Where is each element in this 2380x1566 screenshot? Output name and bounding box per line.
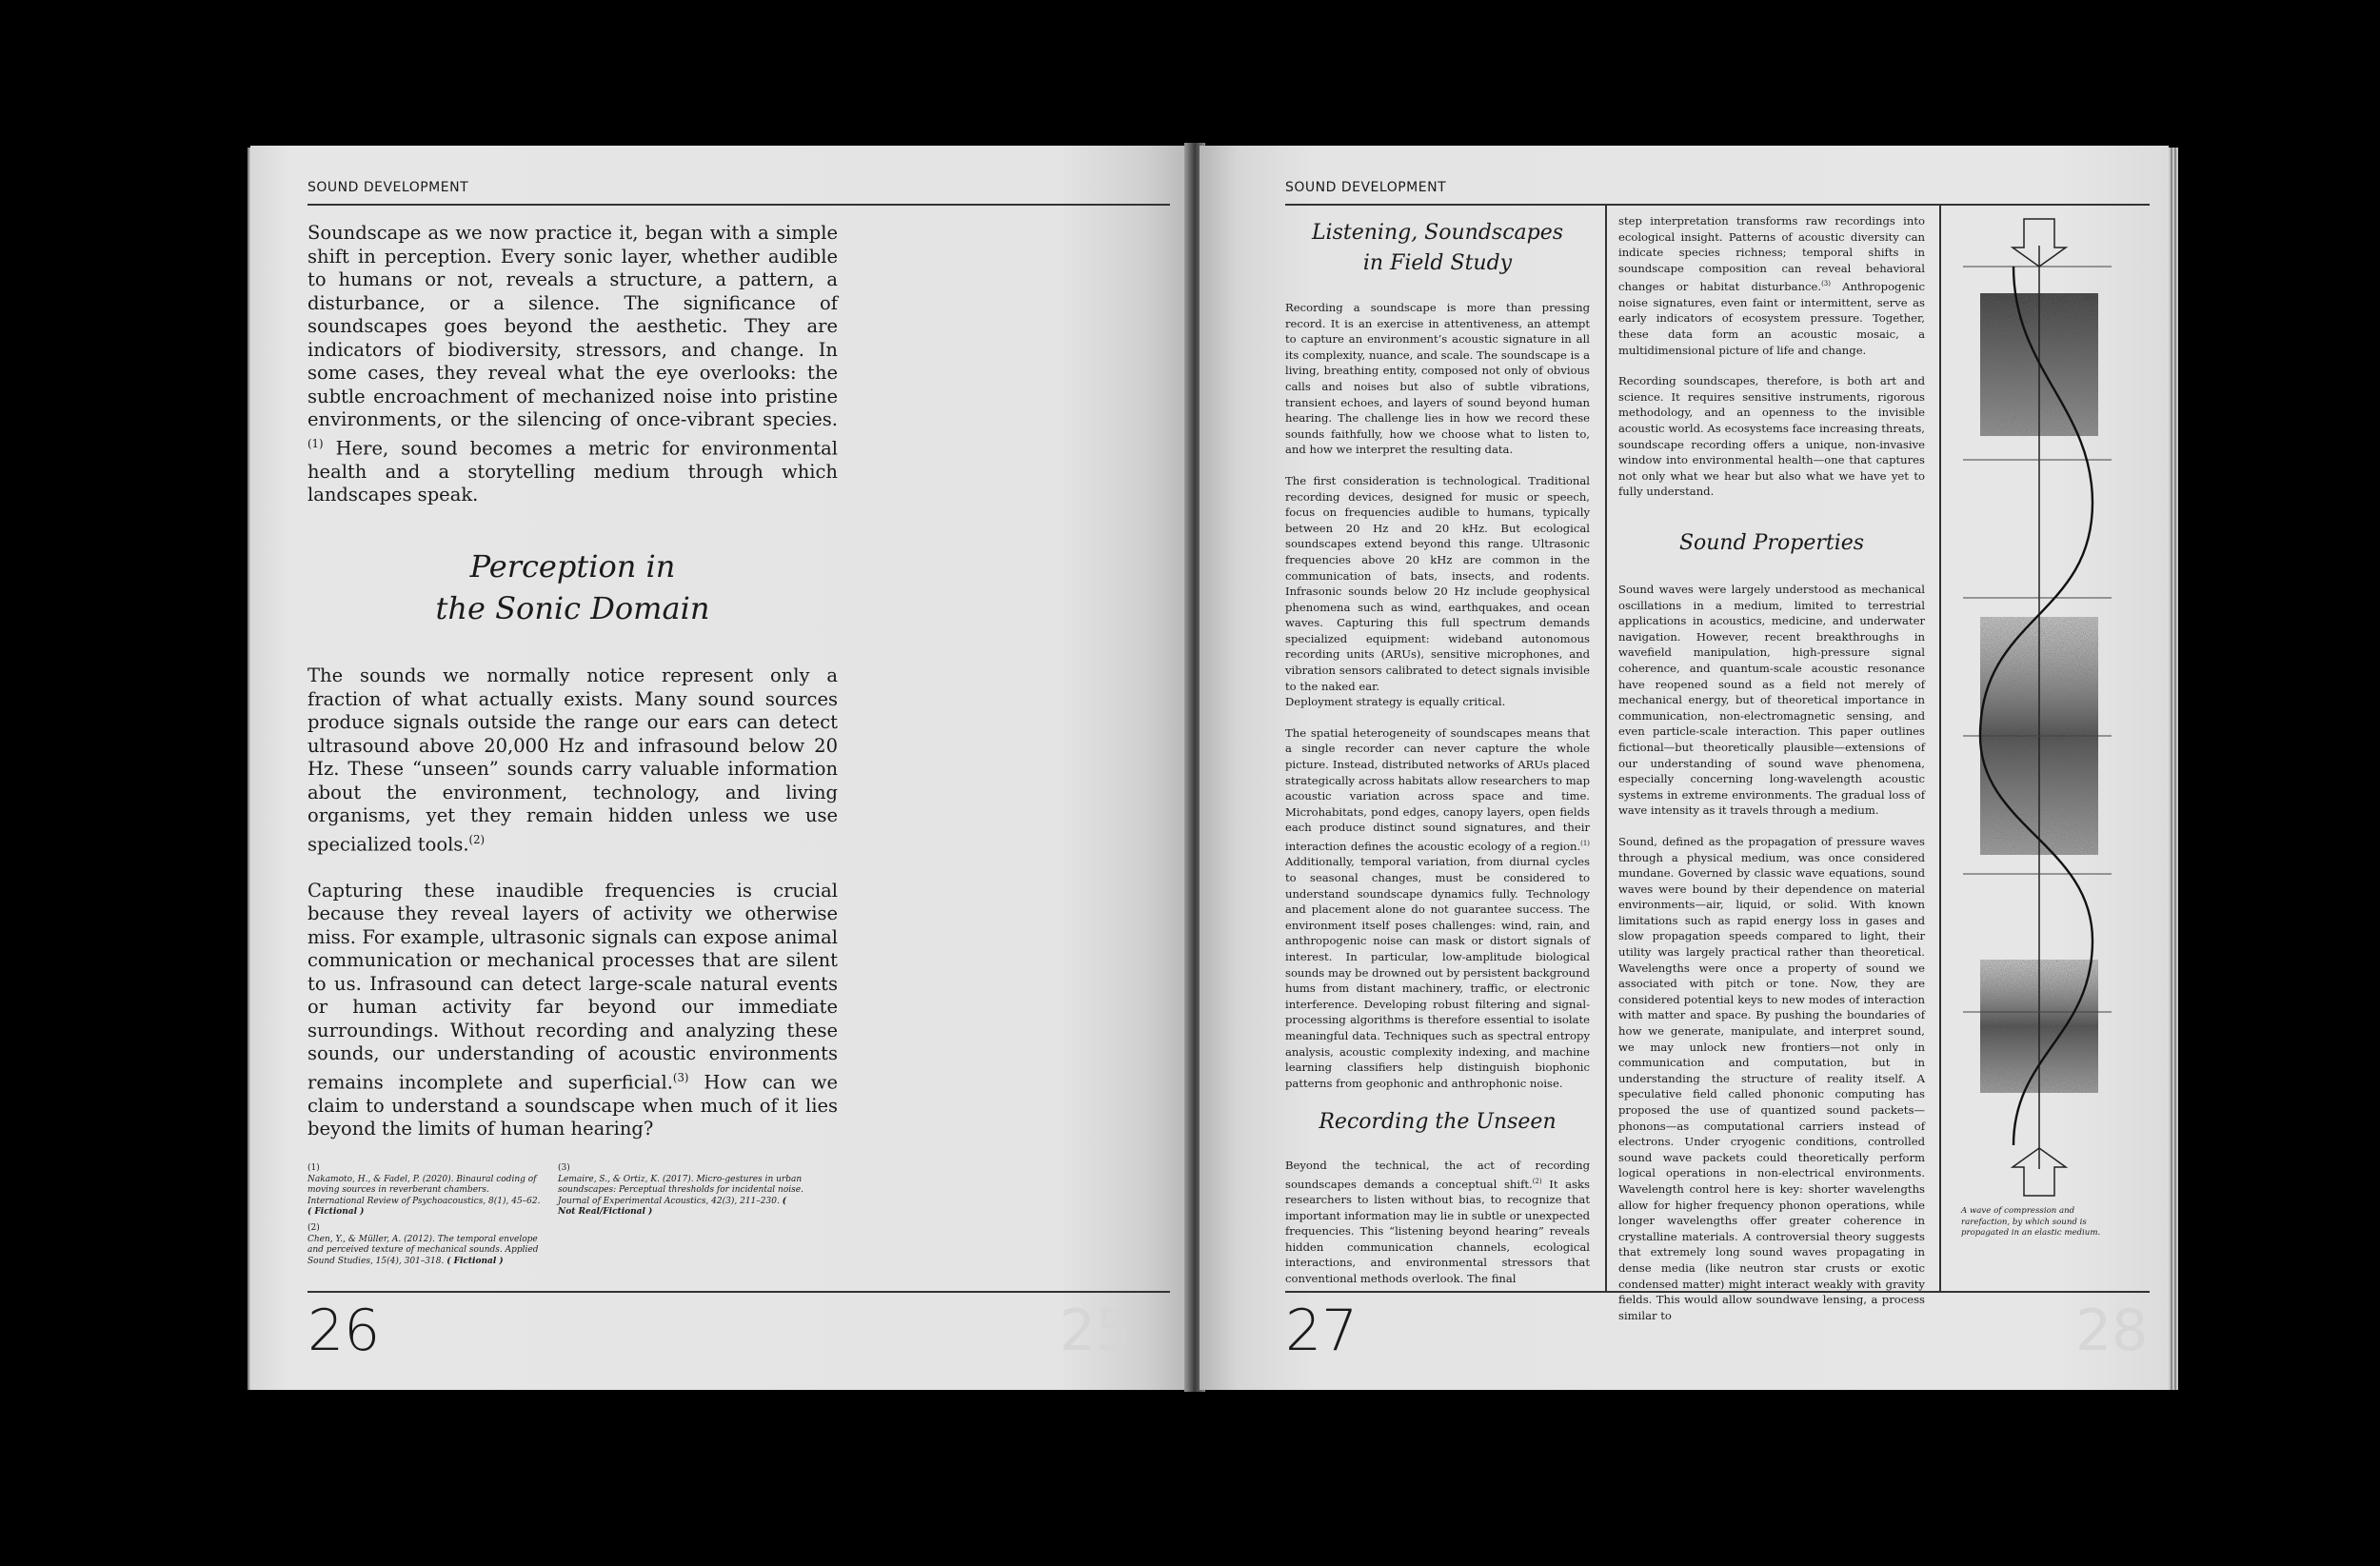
column-divider-1 bbox=[1605, 204, 1607, 1292]
right-page bbox=[1200, 146, 2169, 1390]
sound-wave-illustration bbox=[1961, 217, 2113, 1198]
heading-recording-unseen: Recording the Unseen bbox=[1319, 1110, 1557, 1134]
footnote-3: (3) Lemaire, S., & Ortiz, K. (2017). Micro-gestures in urban soundscapes: Perceptual thresholds for incidental noise. Journal of Experimental Acoustics, 42(3), 211–230. ( Not Real/Fictional ) bbox=[558, 1163, 803, 1217]
section-heading-perception: Perception in the Sonic Domain bbox=[435, 548, 710, 626]
running-head-left: SOUND DEVELOPMENT bbox=[307, 180, 469, 195]
column-1-body: Recording a soundscape is more than pressing record. It is an exercise in attentiveness, an attempt to capture an environment’s acoustic signature in all its complexity, nuance, and scale. The soundscape is a living, breathing entity, composed not only of obvious calls and noises but also of subtle vibrations, transient echoes, and layers of sound beyond human hearing. The challenge lies in how we record these sounds faithfully, how we choose what to listen to, and how we interpret the resulting data. The first consideration is technological. Traditional recording devices, designed for music or speech, focus on frequencies audible to humans, typically between 20 Hz and 20 kHz. But ecological soundscapes extend beyond this range. Ultrasonic frequencies above 20 kHz are common in the communication of bats, insects, and rodents. Infrasonic sounds below 20 Hz include geophysical phenomena such as wind, earthquakes, and ocean waves. Capturing this full spectrum demands specialized equipment: wideband autonomous recording units (ARUs), sensitive microphones, and vibration sensors calibrated to detect signals invisible to the naked ear. Deployment strategy is equally critical. The spatial heterogeneity of soundscapes means that a single recorder can never capture the whole picture. Instead, distributed networks of ARUs placed strategically across habitats allow researchers to map acoustic variation across space and time. Microhabitats, pond edges, canopy layers, open fields each produce distinct sound signatures, and their interaction defines the acoustic ecology of a region.$^{(1)}$ Additionally, temporal variation, from diurnal cycles to seasonal changes, must be considered to understand soundscape dynamics fully. Technology and placement alone do not guarantee success. The environment itself poses challenges: wind, rain, and anthropogenic noise can mask or distort signals of interest. In particular, low-amplitude biological sounds may be drowned out by persistent background hums from distant machinery, traffic, or electronic interference. Developing robust filtering and signal-processing algorithms is therefore essential to isolate meaningful data. Techniques such as spectral entropy analysis, acoustic complexity indexing, and machine learning classifiers help distinguish biophonic patterns from geophonic and anthrophonic noise. bbox=[1285, 301, 1590, 1090]
header-rule-right bbox=[1285, 204, 2150, 206]
column-1-body-2: Beyond the technical, the act of recording soundscapes demands a conceptual shift.$^{(2)}$ It asks researchers to listen without bias, to recognize that important information may lie in subtle or unexpected frequencies. This “listening beyond hearing” reveals hidden communication channels, ecological interactions, and environmental stressors that conventional methods overlook. The final bbox=[1285, 1159, 1590, 1286]
page-number-left: 26 bbox=[307, 1298, 381, 1364]
heading-sound-properties: Sound Properties bbox=[1678, 531, 1865, 555]
column-2-body: step interpretation transforms raw recordings into ecological insight. Patterns of acoustic diversity can indicate species richness; temporal shifts in soundscape composition can reveal behavioral changes or habitat disturbance.$^{(3)}$ Anthropogenic noise signatures, even faint or intermittent, serve as early indicators of ecosystem pressure. Together, these data form an acoustic mosaic, a multidimensional picture of life and change. Recording soundscapes, therefore, is both art and science. It requires sensitive instruments, rigorous methodology, and an openness to the invisible acoustic world. As ecosystems face increasing threats, soundscape recording offers a unique, non-invasive window into environmental health—one that captures not only what we hear but also what we have yet to fully understand. bbox=[1618, 214, 1925, 499]
intro-paragraph: Soundscape as we now practice it, began with a simple shift in perception. Every sonic layer, whether audible to humans or not, reveals a structure, a pattern, a disturbance, or a silence. The significance of soundscapes goes beyond the aesthetic. They are indicators of biodiversity, stressors, and change. In some cases, they reveal what the eye overlooks: the subtle encroachment of mechanized noise into pristine environments, or the silencing of once-vibrant species.$^{(1)}$ Here, sound becomes a metric for environmental health and a storytelling medium through which landscapes speak. bbox=[307, 222, 838, 505]
footnote-1: (1) Nakamoto, H., & Fadel, P. (2020). Binaural coding of moving sources in reverberant chambers. International Review of Psychoacoustics, 8(1), 45–62. ( Fictional ) bbox=[307, 1163, 541, 1217]
ghost-page-number-right: 28 bbox=[2075, 1298, 2149, 1364]
left-page bbox=[250, 146, 1189, 1390]
footer-rule-right bbox=[1285, 1291, 2150, 1293]
running-head-right: SOUND DEVELOPMENT bbox=[1285, 180, 1447, 195]
page-number-right: 27 bbox=[1285, 1298, 1359, 1364]
figure-caption: A wave of compression and rarefaction, by which sound is propagated in an elastic medium. bbox=[1961, 1206, 2101, 1238]
footnote-ref-1: (1) bbox=[307, 436, 324, 450]
paragraph-unseen: The sounds we normally notice represent only a fraction of what actually exists. Many sound sources produce signals outside the range our ears can detect ultrasound above 20,000 Hz and infrasound below 20 Hz. These “unseen” sounds carry valuable information about the environment, technology, and living organisms, yet they remain hidden unless we use specialized tools.$^{(2)}$ bbox=[307, 664, 838, 855]
column-2-body-2: Sound waves were largely understood as mechanical oscillations in a medium, limited to terrestrial applications in acoustics, medicine, and underwater navigation. However, recent breakthroughs in wavefield manipulation, high-pressure signal coherence, and quantum-scale acoustic resonance have reopened sound as a field not merely of mechanical energy, but of theoretical importance in communication, non-electromagnetic sensing, and even particle-scale interaction. This paper outlines fictional—but theoretically plausible—extensions of our understanding of sound wave phenomena, especially concerning long-wavelength acoustic systems in extreme environments. The gradual loss of wave intensity as it travels through a medium. Sound, defined as the propagation of pressure waves through a physical medium, was once considered mundane. Governed by classic wave equations, sound waves were bound by their dependence on material environments—air, liquid, or solid. With known limitations such as rapid energy loss in gases and slow propagation speeds compared to light, their utility was largely practical rather than theoretical. Wavelengths were once a property of sound we associated with pitch or tone. Now, they are considered potential keys to new modes of interaction with matter and space. By pushing the boundaries of how we generate, manipulate, and interpret sound, we may unlock new frontiers—not only in communication and computation, but in understanding the structure of reality itself. A speculative field called phononic computing has proposed the use of quantized sound packets—phonons—as computational carriers instead of electrons. Under cryogenic conditions, controlled sound wave packets could theoretically perform logical operations in non-electrical environments. Wavelength control here is key: shorter wavelengths allow for higher frequency phonon operations, while longer wavelengths offer greater coherence in crystalline materials. A controversial theory suggests that extremely long sound waves propagating in dense media (like neutron star crusts or exotic condensed matter) might interact weakly with gravity fields. This would allow soundwave lensing, a process similar to bbox=[1618, 583, 1925, 1322]
footnote-2: (2) Chen, Y., & Müller, A. (2012). The temporal envelope and perceived texture of mechanical sounds. Applied Sound Studies, 15(4), 301–318. ( Fictional ) bbox=[307, 1223, 539, 1266]
header-rule-left bbox=[307, 204, 1170, 206]
ghost-page-number-left: 25 bbox=[1060, 1298, 1133, 1364]
heading-listening: Listening, Soundscapes in Field Study bbox=[1311, 221, 1564, 275]
paragraph-capturing: Capturing these inaudible frequencies is crucial because they reveal layers of activity we otherwise miss. For example, ultrasonic signals can expose animal communication or mechanical processes that are silent to us. Infrasound can detect large-scale natural events or human activity far beyond our immediate surroundings. Without recording and analyzing these sounds, our understanding of acoustic environments remains incomplete and superficial.$^{(3)}$ How can we claim to understand a soundscape when much of it lies beyond the limits of human hearing? bbox=[307, 879, 839, 1140]
footer-rule-left bbox=[307, 1291, 1170, 1293]
body-paragraphs-left bbox=[307, 664, 838, 1164]
column-divider-2 bbox=[1939, 204, 1941, 1292]
